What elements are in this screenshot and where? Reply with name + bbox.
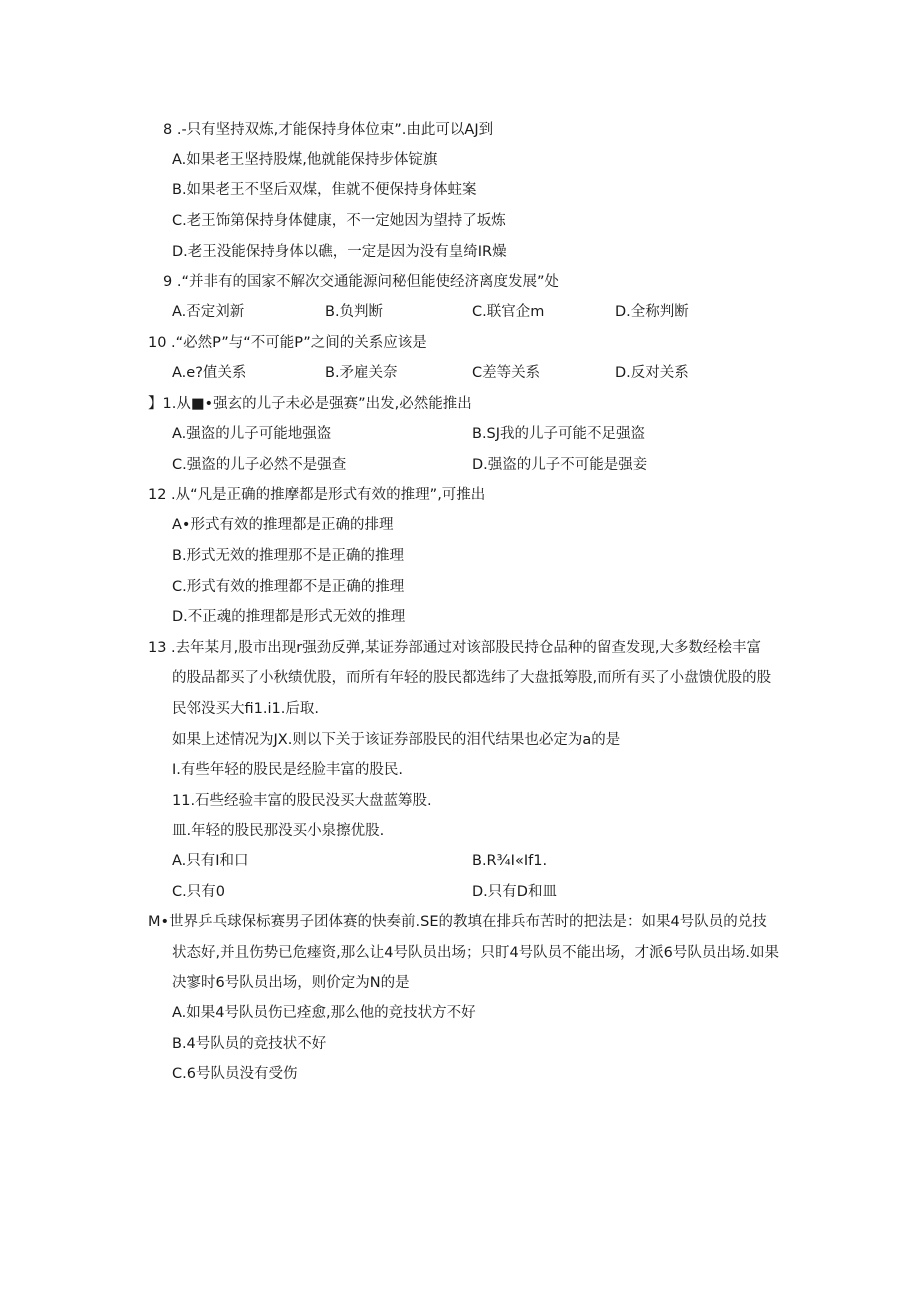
question-13-line-1: 13 .去年某月,股市出现r强劲反弹,某证券部通过对该部股民持仓品种的留查发现,大多数经桧丰富 — [148, 640, 761, 656]
question-10-option-a: A.e?值关系 — [172, 365, 247, 381]
question-8-option-a: A.如果老王坚持股煤,他就能保持步体锭旗 — [172, 152, 438, 168]
question-12-option-b: B.形式无效的推理那不是正确的推理 — [172, 548, 405, 564]
question-13-statement-2: 11.石些经验丰富的股民没买大盘蓝筹股. — [172, 793, 432, 809]
question-10-option-d: D.反对关系 — [615, 365, 689, 381]
question-12-option-d: D.不正魂的推理都是形式无效的推理 — [172, 609, 406, 625]
question-12-option-a: A•形式有效的推理都是正确的排理 — [172, 517, 394, 533]
question-14-option-b: B.4号队员的竞技状不好 — [172, 1036, 327, 1052]
question-12-option-c: C.形式有效的推理都不是正确的推理 — [172, 579, 405, 595]
question-10-option-b: B.矛雇关奈 — [325, 365, 398, 381]
question-8-option-b: B.如果老王不坚后双煤，隹就不便保持身体蛀案 — [172, 182, 477, 198]
question-14-option-a: A.如果4号队员伤已痊愈,那么他的竞技状方不好 — [172, 1005, 476, 1021]
question-13-statement-1: I.有些年轻的股民是经脸丰富的股民. — [172, 762, 403, 778]
question-14-option-c: C.6号队员没有受伤 — [172, 1066, 298, 1082]
question-10-option-c: C差等关系 — [472, 365, 541, 381]
question-10-stem: 10 .“必然P”与“不可能P”之间的关系应该是 — [148, 335, 427, 351]
question-13-statement-3: 皿.年轻的股民那没买小泉擦优股. — [172, 823, 385, 839]
question-11-option-b: B.SJ我的儿子可能不足强盗 — [472, 426, 646, 442]
question-8-stem: 8 .-只有坚持双炼,才能保持身体位束”.由此可以AJ到 — [163, 122, 494, 138]
question-9-option-d: D.全称判断 — [615, 304, 689, 320]
question-9-option-a: A.否定刘新 — [172, 304, 245, 320]
question-13-option-a: A.只有I和口 — [172, 853, 249, 869]
question-13-option-c: C.只有0 — [172, 884, 225, 900]
question-13-option-b: B.R¾I«If1. — [472, 853, 548, 869]
question-14-line-1: M•世界乒乓球保标赛男子团体赛的快奏前.SE的教填在排兵布苦时的把法是：如果4号队员的兑技 — [148, 914, 767, 930]
question-11-option-c: C.强盗的儿子必然不是强查 — [172, 457, 347, 473]
question-13-option-d: D.只有D和皿 — [472, 884, 557, 900]
question-9-option-b: B.负判断 — [325, 304, 384, 320]
question-12-stem: 12 .从“凡是正确的推摩都是形式有效的推理”,可推出 — [148, 487, 486, 503]
question-9-stem: 9 .“并非有的国家不解次交通能源问秘但能使经济离度发展”处 — [163, 274, 559, 290]
question-11-option-d: D.强盗的儿子不可能是强妾 — [472, 457, 648, 473]
question-8-option-c: C.老王饰第保持身体健康，不一定她因为望持了坂炼 — [172, 213, 506, 229]
question-11-option-a: A.强盗的儿子可能地强盗 — [172, 426, 332, 442]
question-13-line-2: 的股品都买了小秋绩优股，而所有年轻的股民都选纬了大盘抵筹股,而所有买了小盘馈优股的股 — [172, 670, 772, 686]
question-11-stem: 】1.从■•强玄的儿子未必是强赛”出发,必然能推出 — [148, 396, 472, 412]
question-14-line-2: 状态好,并且伤势已危瘗资,那么让4号队员出场；只盯4号队员不能出场，才派6号队员出场.如果 — [172, 945, 779, 961]
question-13-line-3: 民邻没买大fi1.i1.后取. — [172, 701, 319, 717]
question-13-line-4: 如果上述情况为JX.则以下关于该证券部股民的泪代结果也必定为a的是 — [172, 732, 621, 748]
question-14-line-3: 决寥时6号队员出场，则价定为N的是 — [172, 975, 410, 991]
question-9-option-c: C.联官企m — [472, 304, 545, 320]
question-8-option-d: D.老王没能保持身体以礁，一定是因为没有皇绮IR燥 — [172, 244, 507, 260]
